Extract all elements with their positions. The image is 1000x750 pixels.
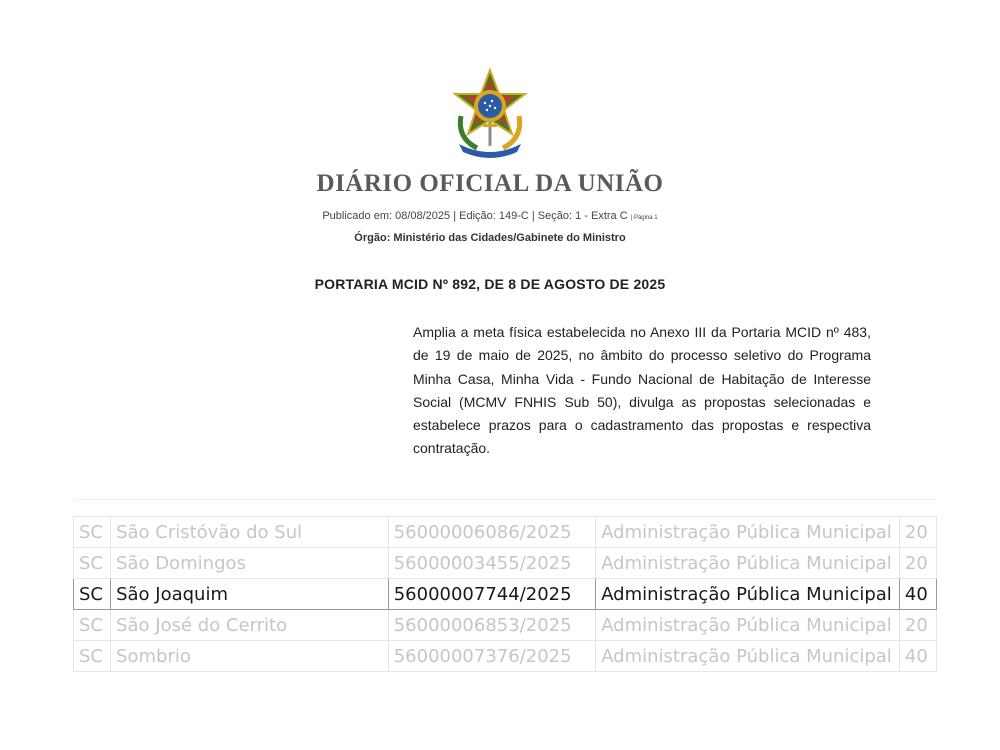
- municipality-cell: São José do Cerrito: [111, 610, 389, 641]
- proposals-table-container: [73, 499, 937, 672]
- quantity-cell: 20: [899, 548, 936, 579]
- gazette-masthead: DIÁRIO OFICIAL DA UNIÃO: [316, 170, 664, 197]
- table-row: [74, 641, 937, 672]
- proposals-table: [73, 516, 937, 672]
- brazil-coat-of-arms-icon: [447, 68, 533, 158]
- act-title: PORTARIA MCID Nº 892, DE 8 DE AGOSTO DE 2025: [314, 276, 666, 292]
- quantity-cell: 40: [899, 641, 936, 672]
- quantity-cell: 20: [899, 517, 936, 548]
- uf-cell: SC: [74, 641, 111, 672]
- entity-cell: Administração Pública Municipal: [596, 641, 900, 672]
- uf-cell: SC: [74, 548, 111, 579]
- quantity-cell: 20: [899, 610, 936, 641]
- organ-label: Órgão:: [354, 232, 391, 244]
- act-summary: Amplia a meta física estabelecida no Anexo III da Portaria MCID nº 483, de 19 de maio de 2025, no âmbito do processo seletivo do Programa Minha Casa, Minha Vida - Fundo Nacional de Habitação de Interesse Social (MCMV FNHIS Sub 50), divulga as propostas selecionadas e estabelece prazos para o cadastramento das propostas e respectiva contratação.: [413, 324, 871, 457]
- process-number-cell: 56000007744/2025: [388, 579, 595, 610]
- table-row: [74, 517, 937, 548]
- uf-cell: SC: [74, 579, 111, 610]
- process-number-cell: 56000007376/2025: [388, 641, 595, 672]
- process-number-cell: 56000006086/2025: [388, 517, 595, 548]
- table-top-edge: [73, 499, 937, 516]
- entity-cell: Administração Pública Municipal: [596, 548, 900, 579]
- issuing-organ: [0, 232, 980, 244]
- table-row: [74, 610, 937, 641]
- entity-cell: Administração Pública Municipal: [596, 517, 900, 548]
- municipality-cell: São Domingos: [111, 548, 389, 579]
- municipality-cell: Sombrio: [111, 641, 389, 672]
- uf-cell: SC: [74, 517, 111, 548]
- publication-info: [0, 210, 980, 222]
- municipality-cell: São Joaquim: [111, 579, 389, 610]
- uf-cell: SC: [74, 610, 111, 641]
- municipality-cell: São Cristóvão do Sul: [111, 517, 389, 548]
- publication-details: Publicado em: 08/08/2025 | Edição: 149-C | Seção: 1 - Extra C: [322, 210, 628, 222]
- table-row: [74, 548, 937, 579]
- process-number-cell: 56000006853/2025: [388, 610, 595, 641]
- entity-cell: Administração Pública Municipal: [596, 610, 900, 641]
- page-number: | Página 1: [630, 215, 658, 221]
- table-row-highlighted: [74, 579, 937, 610]
- entity-cell: Administração Pública Municipal: [596, 579, 900, 610]
- process-number-cell: 56000003455/2025: [388, 548, 595, 579]
- table-body: [74, 517, 937, 672]
- quantity-cell: 40: [899, 579, 936, 610]
- organ-name: Ministério das Cidades/Gabinete do Ministro: [393, 232, 626, 244]
